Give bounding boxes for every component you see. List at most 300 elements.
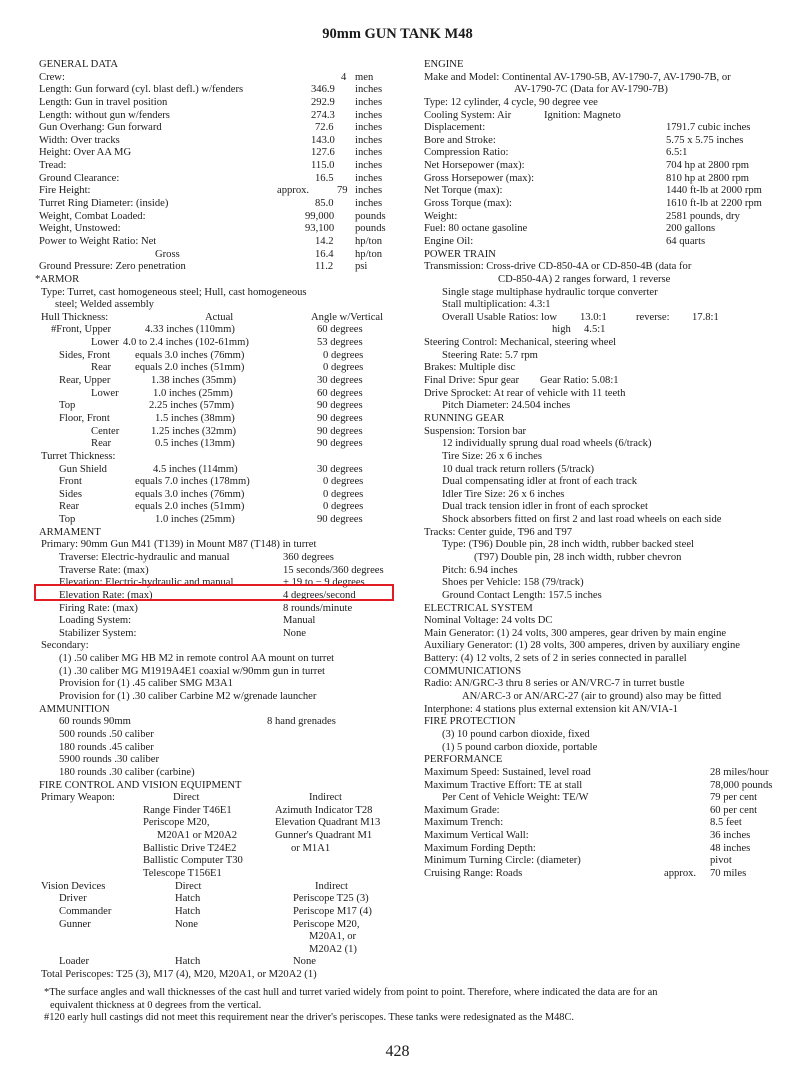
right-spec-value: 704 hp at 2800 rpm — [666, 160, 749, 172]
left-spec-row — [39, 691, 399, 704]
right-spec-row — [424, 438, 786, 451]
right-spec-label: Maximum Fording Depth: — [424, 842, 536, 854]
right-spec-label: Stall multiplication: 4.3:1 — [442, 299, 551, 311]
left-spec-value: 360 degrees — [283, 551, 334, 563]
page-title: 90mm GUN TANK M48 — [322, 26, 473, 42]
right-spec-row — [424, 72, 786, 85]
left-spec-value: 4.5 inches (114mm) — [153, 463, 238, 475]
right-spec-label: Cooling System: Air — [424, 109, 512, 121]
left-spec-value: inches — [355, 172, 383, 184]
left-spec-value: 14.2 — [315, 235, 334, 247]
right-column — [424, 59, 786, 881]
right-spec-row — [424, 590, 786, 603]
left-spec-label: (1) .50 caliber MG HB M2 in remote control AA mount on turret — [59, 653, 335, 665]
right-spec-label: Steering Rate: 5.7 rpm — [442, 349, 538, 361]
left-spec-row — [39, 678, 399, 691]
right-spec-value: 6.5:1 — [666, 147, 688, 159]
left-spec-value: hp/ton — [355, 235, 383, 247]
right-spec-value: pivot — [710, 855, 732, 867]
left-spec-row — [39, 375, 399, 388]
right-spec-label: high — [552, 324, 571, 336]
right-spec-label: COMMUNICATIONS — [424, 665, 522, 677]
left-spec-value: inches — [355, 109, 383, 121]
right-spec-label: Net Horsepower (max): — [424, 160, 525, 172]
right-spec-row — [424, 653, 786, 666]
left-spec-value: hp/ton — [355, 248, 383, 260]
left-spec-value: Angle w/Vertical — [311, 311, 384, 323]
left-spec-label: Length: without gun w/fenders — [39, 109, 170, 121]
left-spec-row — [39, 893, 399, 906]
right-spec-row — [424, 464, 786, 477]
left-spec-row — [39, 350, 399, 363]
right-spec-row — [424, 249, 786, 262]
right-spec-label: Cruising Range: Roads — [424, 868, 523, 879]
left-spec-value: 127.6 — [311, 147, 335, 159]
left-spec-value: None — [293, 956, 316, 968]
right-spec-row — [424, 666, 786, 679]
left-spec-value: 2.25 inches (57mm) — [149, 400, 235, 412]
right-spec-row — [424, 805, 786, 818]
left-spec-value: Hatch — [175, 905, 201, 917]
left-spec-value: 4 — [341, 71, 347, 83]
left-spec-row — [39, 122, 399, 135]
right-spec-label: Main Generator: (1) 24 volts, 300 amperes, gear driven by main engine — [424, 627, 727, 639]
left-spec-value: pounds — [355, 210, 386, 222]
left-spec-row — [35, 273, 399, 287]
left-spec-row — [39, 426, 399, 439]
left-spec-row — [39, 110, 399, 123]
right-spec-label: AV-1790-7C (Data for AV-1790-7B) — [514, 84, 668, 96]
right-spec-label: (1) 5 pound carbon dioxide, portable — [442, 741, 598, 753]
right-spec-label: Dual compensating idler at front of each track — [442, 476, 638, 488]
right-spec-row — [424, 742, 786, 755]
left-spec-label: Gun Overhang: Gun forward — [39, 122, 162, 134]
right-spec-row — [424, 97, 786, 110]
right-spec-row — [424, 780, 786, 793]
left-spec-label: (1) .30 caliber MG M1919A4E1 coaxial w/90mm gun in turret — [59, 665, 325, 677]
left-spec-value: Elevation Quadrant M13 — [275, 817, 381, 829]
left-spec-value: 0 degrees — [323, 476, 364, 488]
right-spec-value: 79 per cent — [710, 792, 758, 804]
left-spec-label: Loader — [59, 956, 89, 968]
left-spec-label: Floor, Front — [59, 412, 110, 424]
left-spec-row — [39, 906, 399, 919]
left-spec-value: Gunner's Quadrant M1 — [275, 830, 373, 842]
left-spec-value: Indirect — [309, 792, 342, 804]
right-spec-row — [424, 539, 786, 552]
left-spec-label: Rear — [91, 362, 111, 374]
left-spec-label: Turret Ring Diameter: (inside) — [39, 198, 169, 210]
left-spec-value: 0 degrees — [323, 349, 364, 361]
right-spec-row — [424, 830, 786, 843]
left-spec-row — [39, 489, 399, 502]
footnote-armor-cont: equivalent thickness at 0 degrees from the vertical. — [50, 999, 262, 1011]
left-spec-value: pounds — [355, 223, 386, 235]
left-spec-label: *ARMOR — [35, 273, 80, 285]
right-spec-row — [424, 59, 786, 72]
right-spec-label: Maximum Speed: Sustained, level road — [424, 766, 591, 778]
right-spec-row — [424, 603, 786, 616]
left-spec-value: Indirect — [315, 880, 348, 892]
left-spec-label: Traverse Rate: (max) — [59, 564, 149, 576]
left-spec-row — [39, 919, 399, 932]
left-spec-row — [39, 704, 399, 717]
left-spec-label: Provision for (1) .45 caliber SMG M3A1 — [59, 678, 233, 690]
left-spec-value: inches — [355, 160, 383, 172]
left-spec-label: Total Periscopes: T25 (3), M17 (4), M20, M20A1, or M20A2 (1) — [41, 969, 317, 981]
left-spec-row — [39, 147, 399, 160]
right-spec-row — [424, 843, 786, 856]
right-spec-row — [424, 400, 786, 413]
left-spec-value: 292.9 — [311, 96, 335, 108]
right-spec-label: Radio: AN/GRC-3 thru 8 series or AN/VRC-7 in turret bustle — [424, 678, 685, 690]
right-spec-row — [424, 135, 786, 148]
left-spec-value: Periscope M17 (4) — [293, 905, 372, 917]
left-spec-row — [39, 742, 399, 755]
left-spec-label: Loading System: — [59, 615, 132, 627]
left-spec-row — [39, 628, 399, 641]
right-spec-label: Gross Torque (max): — [424, 198, 512, 210]
right-spec-value: 1791.7 cubic inches — [666, 122, 751, 134]
right-spec-label: Shoes per Vehicle: 158 (79/track) — [442, 577, 584, 589]
right-spec-row — [424, 868, 786, 881]
right-spec-label: Overall Usable Ratios: low — [442, 311, 558, 323]
right-spec-label: Net Torque (max): — [424, 185, 503, 197]
left-spec-value: 1.5 inches (38mm) — [155, 412, 235, 424]
right-spec-row — [424, 527, 786, 540]
left-spec-label: steel; Welded assembly — [55, 299, 154, 311]
left-spec-value: 60 degrees — [317, 324, 363, 336]
left-spec-value: or M1A1 — [291, 842, 331, 854]
right-spec-row — [424, 817, 786, 830]
left-spec-label: M20A1 or M20A2 — [157, 830, 238, 842]
right-spec-row — [424, 223, 786, 236]
right-spec-value: 2581 pounds, dry — [666, 210, 740, 222]
left-spec-row — [39, 299, 399, 312]
left-spec-row — [39, 729, 399, 742]
left-spec-label: ARMAMENT — [39, 526, 101, 538]
left-spec-label: Stabilizer System: — [59, 627, 137, 639]
right-spec-row — [424, 236, 786, 249]
right-spec-row — [424, 211, 786, 224]
right-spec-row — [424, 299, 786, 312]
left-spec-row — [39, 881, 399, 894]
left-spec-row — [39, 173, 399, 186]
right-spec-label: 10 dual track return rollers (5/track) — [442, 463, 595, 475]
right-spec-label: (3) 10 pound carbon dioxide, fixed — [442, 728, 590, 740]
right-spec-label: Minimum Turning Circle: (diameter) — [424, 855, 581, 867]
right-spec-label: Per Cent of Vehicle Weight: TE/W — [442, 792, 589, 804]
right-spec-label: Suspension: Torsion bar — [424, 425, 527, 437]
left-spec-value: Hatch — [175, 956, 201, 968]
left-spec-value: 0.5 inches (13mm) — [155, 438, 235, 450]
left-spec-row — [39, 805, 399, 818]
left-spec-label: Ground Clearance: — [39, 172, 120, 184]
left-spec-label: Length: Gun forward (cyl. blast defl.) w/fenders — [39, 84, 244, 96]
right-spec-label: CD-850-4A) 2 ranges forward, 1 reverse — [498, 273, 671, 285]
right-spec-label: Interphone: 4 stations plus external extension kit AN/VIA-1 — [424, 703, 678, 715]
right-spec-label: Maximum Tractive Effort: TE at stall — [424, 779, 583, 791]
right-spec-label: Tracks: Center guide, T96 and T97 — [424, 526, 573, 538]
right-spec-label: Auxiliary Generator: (1) 28 volts, 300 amperes, driven by auxiliary engine — [424, 640, 740, 652]
left-spec-value: 60 degrees — [317, 387, 363, 399]
right-spec-value: reverse: — [636, 311, 670, 323]
left-spec-row — [39, 767, 399, 780]
right-spec-value: 13.0:1 — [580, 311, 607, 323]
left-spec-value: Manual — [283, 615, 316, 627]
left-spec-value: equals 7.0 inches (178mm) — [135, 476, 250, 488]
right-spec-row — [424, 615, 786, 628]
right-spec-label: Pitch Diameter: 24.504 inches — [442, 400, 571, 412]
left-spec-label: GENERAL DATA — [39, 59, 119, 70]
right-spec-row — [424, 388, 786, 401]
right-spec-label: Gross Horsepower (max): — [424, 172, 535, 184]
right-spec-row — [424, 501, 786, 514]
left-spec-value: 99,000 — [305, 210, 335, 222]
left-spec-value: Hatch — [175, 893, 201, 905]
right-spec-label: Single stage multiphase hydraulic torque converter — [442, 286, 658, 298]
left-spec-value: 90 degrees — [317, 425, 363, 437]
right-spec-row — [424, 147, 786, 160]
right-spec-value: 200 gallons — [666, 223, 716, 235]
left-spec-value: 11.2 — [315, 261, 334, 273]
left-spec-value: approx. — [277, 185, 310, 197]
left-spec-label: Gun Shield — [59, 463, 107, 475]
left-spec-value: 90 degrees — [317, 438, 363, 450]
left-spec-row — [39, 615, 399, 628]
left-spec-row — [39, 514, 399, 527]
left-spec-label: Sides, Front — [59, 349, 111, 361]
left-spec-row — [39, 552, 399, 565]
left-spec-value: inches — [355, 96, 383, 108]
left-spec-value: psi — [355, 261, 368, 273]
left-spec-label: Commander — [59, 905, 112, 917]
left-spec-label: Ballistic Drive T24E2 — [143, 842, 237, 854]
left-spec-value: inches — [355, 84, 383, 96]
right-spec-value: 28 miles/hour — [710, 766, 769, 778]
right-spec-label: PERFORMANCE — [424, 754, 503, 766]
left-spec-row — [39, 501, 399, 514]
left-spec-value: 4.33 inches (110mm) — [145, 324, 235, 336]
left-spec-value: 143.0 — [311, 134, 335, 146]
left-spec-row — [39, 666, 399, 679]
right-spec-row — [424, 350, 786, 363]
right-spec-row — [424, 173, 786, 186]
right-spec-label: FIRE PROTECTION — [424, 716, 516, 728]
left-spec-label: M20A1, or — [309, 931, 357, 943]
right-spec-row — [424, 160, 786, 173]
left-spec-row — [39, 97, 399, 110]
right-spec-label: Make and Model: Continental AV-1790-5B, AV-1790-7, AV-1790-7B, or — [424, 71, 731, 83]
left-spec-value: Periscope M20, — [293, 918, 360, 930]
left-spec-row — [39, 362, 399, 375]
left-spec-row — [39, 324, 399, 337]
left-spec-label: Rear — [91, 438, 111, 450]
left-spec-value: 90 degrees — [317, 514, 363, 526]
left-spec-label: Firing Rate: (max) — [59, 602, 138, 614]
left-spec-row — [39, 539, 399, 552]
left-spec-label: Secondary: — [41, 640, 89, 652]
right-spec-row — [424, 198, 786, 211]
right-spec-label: Compression Ratio: — [424, 147, 509, 159]
left-spec-label: 500 rounds .50 caliber — [59, 728, 154, 740]
left-spec-label: M20A2 (1) — [309, 943, 357, 955]
right-spec-row — [424, 704, 786, 717]
left-spec-label: 180 rounds .30 caliber (carbine) — [59, 766, 195, 778]
left-spec-label: Hull Thickness: — [41, 311, 109, 323]
left-spec-row — [39, 249, 399, 262]
right-spec-value: 5.75 x 5.75 inches — [666, 134, 744, 146]
left-spec-label: Rear — [59, 501, 79, 513]
left-spec-value: 8 hand grenades — [267, 716, 336, 728]
right-spec-label: Fuel: 80 octane gasoline — [424, 223, 528, 235]
left-spec-row — [39, 716, 399, 729]
left-spec-row — [39, 388, 399, 401]
left-spec-value: Periscope T25 (3) — [293, 893, 369, 905]
left-spec-value: 8 rounds/minute — [283, 602, 353, 614]
right-spec-value: Gear Ratio: 5.08:1 — [540, 375, 619, 387]
right-spec-row — [424, 767, 786, 780]
right-spec-value: 810 hp at 2800 rpm — [666, 172, 749, 184]
right-spec-row — [424, 552, 786, 565]
right-spec-label: POWER TRAIN — [424, 248, 496, 260]
right-spec-row — [424, 413, 786, 426]
right-spec-row — [424, 792, 786, 805]
right-spec-row — [424, 640, 786, 653]
left-spec-label: Type: Turret, cast homogeneous steel; Hull, cast homogeneous — [41, 286, 307, 298]
left-spec-row — [39, 603, 399, 616]
left-spec-row — [39, 792, 399, 805]
right-spec-label: ELECTRICAL SYSTEM — [424, 602, 533, 614]
left-spec-label: Width: Over tracks — [39, 134, 120, 146]
right-spec-row — [424, 729, 786, 742]
left-spec-value: 1.38 inches (35mm) — [151, 375, 237, 387]
right-spec-label: Pitch: 6.94 inches — [442, 564, 518, 576]
left-spec-label: Ballistic Computer T30 — [143, 855, 243, 867]
left-spec-value: 4 degrees/second — [283, 589, 356, 601]
left-spec-value: inches — [355, 147, 383, 159]
right-spec-row — [424, 110, 786, 123]
left-spec-value: equals 3.0 inches (76mm) — [135, 488, 245, 500]
right-spec-row — [424, 312, 786, 325]
left-spec-value: Azimuth Indicator T28 — [275, 804, 373, 816]
left-spec-label: Rear, Upper — [59, 375, 111, 387]
left-spec-label: Ground Pressure: Zero penetration — [39, 261, 186, 273]
right-spec-row — [424, 855, 786, 868]
left-spec-value: 16.5 — [315, 172, 334, 184]
left-spec-label: Height: Over AA MG — [39, 147, 132, 159]
left-spec-label: Provision for (1) .30 caliber Carbine M2 w/grenade launcher — [59, 691, 317, 703]
right-spec-value: 36 inches — [710, 830, 751, 842]
left-spec-label: Traverse: Electric-hydraulic and manual — [59, 551, 230, 563]
left-spec-value: 90 degrees — [317, 400, 363, 412]
left-spec-row — [39, 640, 399, 653]
left-spec-value: 274.3 — [311, 109, 335, 121]
right-spec-value: 48 inches — [710, 842, 751, 854]
right-spec-row — [424, 337, 786, 350]
left-spec-row — [39, 464, 399, 477]
right-spec-value: 64 quarts — [666, 235, 706, 247]
right-spec-row — [424, 489, 786, 502]
right-spec-row — [424, 185, 786, 198]
right-spec-label: Drive Sprocket: At rear of vehicle with 11 teeth — [424, 387, 626, 399]
left-column — [35, 59, 399, 982]
left-spec-value: Actual — [205, 311, 234, 323]
left-spec-value: 30 degrees — [317, 463, 363, 475]
left-spec-row — [39, 223, 399, 236]
left-spec-value: None — [283, 627, 306, 639]
right-spec-label: Engine Oil: — [424, 235, 474, 247]
left-spec-row — [39, 236, 399, 249]
left-spec-value: Direct — [173, 792, 200, 804]
left-spec-value: 115.0 — [311, 160, 335, 172]
left-spec-label: Top — [59, 514, 76, 526]
left-spec-row — [39, 211, 399, 224]
left-spec-value: + 19 to − 9 degrees — [283, 577, 365, 589]
left-spec-label: Weight, Combat Loaded: — [39, 210, 146, 222]
right-spec-label: Type: 12 cylinder, 4 cycle, 90 degree vee — [424, 96, 598, 108]
left-spec-value: 30 degrees — [317, 375, 363, 387]
left-spec-label: Range Finder T46E1 — [143, 804, 232, 816]
right-spec-row — [424, 577, 786, 590]
left-spec-label: Length: Gun in travel position — [39, 96, 168, 108]
left-spec-label: Elevation: Electric-hydraulic and manual — [59, 577, 234, 589]
left-spec-row — [39, 944, 399, 957]
left-spec-label: AMMUNITION — [39, 703, 110, 715]
right-spec-row — [424, 628, 786, 641]
left-spec-label: FIRE CONTROL AND VISION EQUIPMENT — [39, 779, 242, 791]
left-spec-row — [39, 780, 399, 793]
left-spec-value: equals 3.0 inches (76mm) — [135, 349, 245, 361]
left-spec-row — [39, 830, 399, 843]
right-spec-label: Displacement: — [424, 122, 486, 134]
left-spec-value: 0 degrees — [323, 501, 364, 513]
left-spec-row — [39, 451, 399, 464]
right-spec-row — [424, 375, 786, 388]
right-spec-row — [424, 514, 786, 527]
right-spec-row — [424, 476, 786, 489]
left-spec-row — [39, 198, 399, 211]
left-spec-label: Front — [59, 476, 82, 488]
left-spec-label: Weight, Unstowed: — [39, 223, 121, 235]
left-spec-value: 85.0 — [315, 198, 334, 210]
left-spec-value: 4.0 to 2.4 inches (102-61mm) — [123, 337, 249, 349]
right-spec-label: AN/ARC-3 or AN/ARC-27 (air to ground) also may be fitted — [462, 691, 722, 703]
right-spec-row — [424, 324, 786, 337]
right-spec-row — [424, 84, 786, 97]
right-spec-value: 4.5:1 — [584, 324, 606, 336]
right-spec-value: 8.5 feet — [710, 817, 742, 829]
right-spec-label: Ground Contact Length: 157.5 inches — [442, 589, 602, 601]
left-spec-label: Fire Height: — [39, 185, 91, 197]
left-spec-label: Gunner — [59, 918, 91, 930]
left-spec-row — [39, 400, 399, 413]
right-spec-value: Ignition: Magneto — [544, 109, 621, 121]
right-spec-label: Weight: — [424, 210, 458, 222]
elevation-rate-highlight-box — [34, 584, 394, 601]
right-spec-label: ENGINE — [424, 59, 464, 70]
left-spec-value: 16.4 — [315, 248, 334, 260]
right-spec-row — [424, 754, 786, 767]
left-spec-label: Turret Thickness: — [41, 450, 116, 462]
left-spec-label: Power to Weight Ratio: Net — [39, 235, 157, 247]
left-spec-value: Direct — [175, 880, 202, 892]
left-spec-value: inches — [355, 185, 383, 197]
left-spec-row — [39, 653, 399, 666]
right-spec-label: Final Drive: Spur gear — [424, 375, 520, 387]
left-spec-value: 79 — [337, 185, 348, 197]
left-spec-value: men — [355, 71, 374, 83]
